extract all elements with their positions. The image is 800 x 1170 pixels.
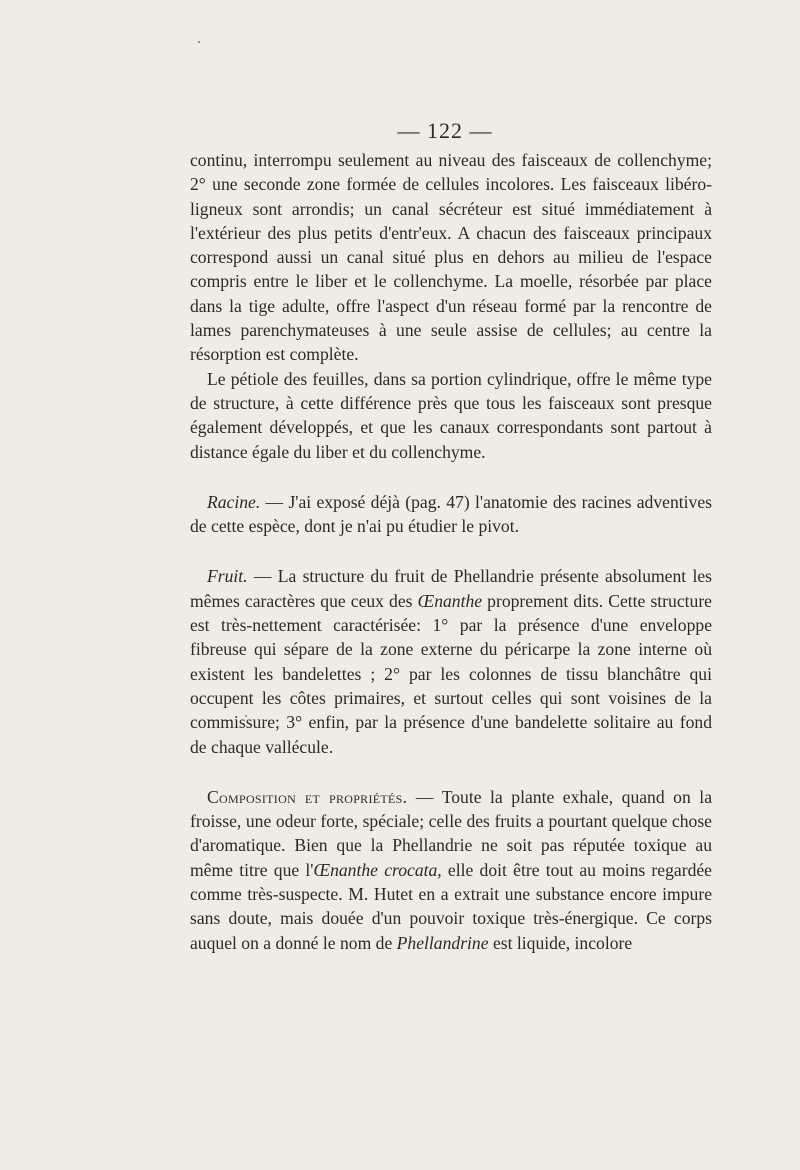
section-lead-fruit: Fruit. bbox=[207, 566, 248, 587]
paragraph-stem-anatomy: continu, interrompu seulement au niveau des faisceaux de collenchyme; 2° une seconde zone formée de cellules incolores. Les faisceaux libéro-ligneux sont arrondis; un canal sécréteur est situé immédiatement à l'extérieur des plus petits d'entr'eux. A chacun des faisceaux principaux correspond aussi un canal situé plus en dehors au milieu de l'espace compris entre le liber et le collenchyme. La moelle, résorbée par place dans la tige adulte, offre l'aspect d'un réseau formé par la rencontre de lames parenchymateuses à une seule assise de cellules; au centre la résorption est complète. bbox=[190, 150, 712, 365]
substance-name-phellandrine: Phellandrine bbox=[396, 932, 489, 953]
paragraph-petiole: Le pétiole des feuilles, dans sa portion cylindrique, offre le même type de structure, à cette différence près que tous les faisceaux sont presque également développés, et que les canaux correspondants sont partout à distance égale du liber et du collenchyme. bbox=[190, 368, 712, 462]
paragraph-composition bbox=[190, 785, 712, 955]
paragraph-fruit-text-1: — La structure du fruit de Phellandrie présente absolument les mêmes caractères que ceux des bbox=[190, 566, 712, 611]
species-name-oenanthe-crocata: Œnanthe crocata, bbox=[313, 859, 442, 880]
genus-name-oenanthe: Œnanthe bbox=[417, 590, 483, 611]
paragraph-fruit-text-2: proprement dits. Cette structure est très-nettement caractérisée: 1° par la présence d'une enveloppe fibreuse qui sépare de la zone externe du péricarpe la zone interne où existent les bandelettes ; 2° par les colonnes de tissu blanchâtre qui occupent les côtes primaires, et surtout celles qui sont voisines de la commissure; 3° enfin, par la présence d'une bandelette solitaire au fond de chaque vallécule. bbox=[190, 590, 712, 757]
body-text bbox=[190, 148, 712, 955]
section-lead-composition: Composition et propriétés. bbox=[207, 786, 408, 807]
section-lead-racine: Racine. bbox=[207, 491, 261, 512]
page-number: — 122 — bbox=[397, 118, 493, 143]
paragraph-fruit bbox=[190, 564, 712, 758]
paragraph-composition-text-2: elle doit être tout au moins regardée comme très-suspecte. M. Hutet en a extrait une substance encore impure sans doute, mais douée d'un pouvoir toxique très-énergique. Ce corps auquel on a donné le nom de bbox=[190, 859, 712, 953]
paper-speck bbox=[198, 41, 200, 43]
paragraph-racine-text: — J'ai exposé déjà (pag. 47) l'anatomie des racines adventives de cette espèce, dont je n'ai pu étudier le pivot. bbox=[190, 491, 712, 537]
paragraph-composition-text-3: est liquide, incolore bbox=[488, 932, 633, 953]
paragraph-racine bbox=[190, 490, 712, 539]
paragraph-composition-text-1: — Toute la plante exhale, quand on la froisse, une odeur forte, spéciale; celle des fruits a pourtant quelque chose d'aromatique. Bien que la Phellandrie ne soit pas réputée toxique au même titre que l' bbox=[190, 786, 712, 880]
